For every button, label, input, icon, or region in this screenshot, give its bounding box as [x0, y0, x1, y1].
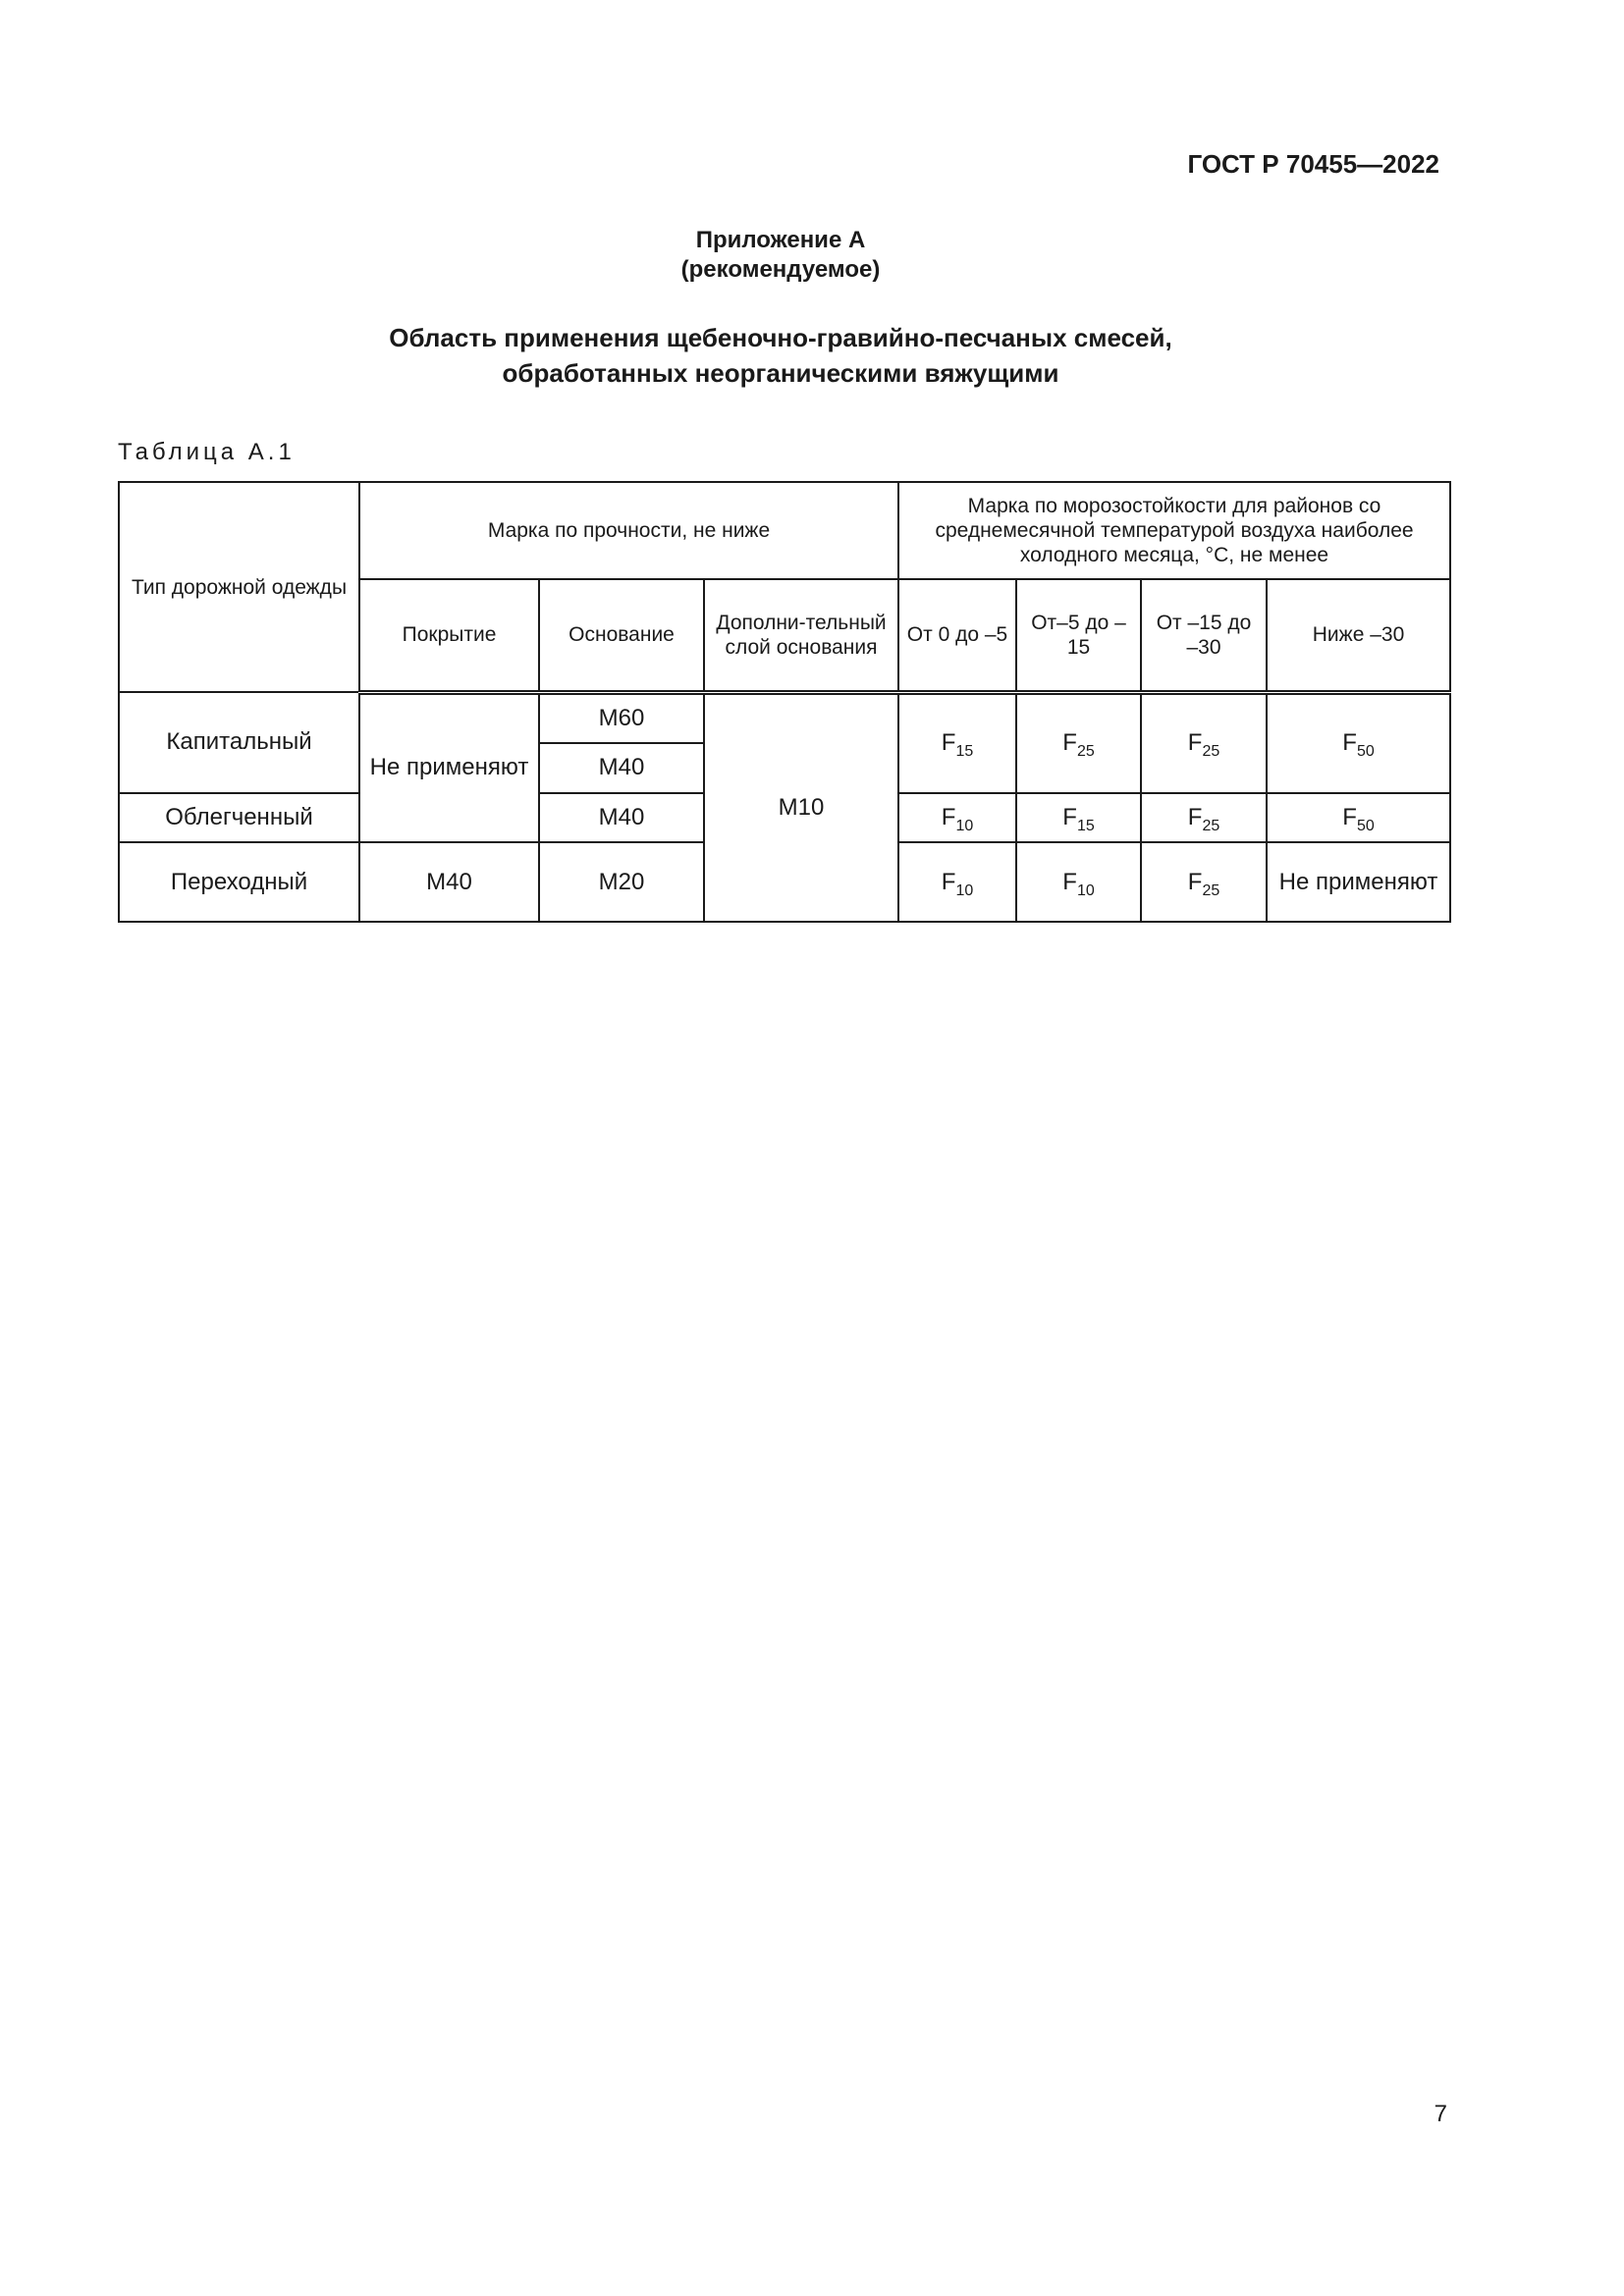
table-caption: Таблица А.1	[118, 439, 296, 465]
appendix-title	[0, 320, 1561, 391]
extra-layer-value: М10	[704, 692, 898, 922]
appendix-status: (рекомендуемое)	[680, 256, 881, 283]
row-capital-frost-4: $F_{50}$	[1267, 692, 1450, 792]
page-number: 7	[1434, 2101, 1447, 2127]
header-base: Основание	[539, 579, 704, 692]
row-transitional-frost-1: $F_{10}$	[898, 842, 1016, 922]
row-transitional-frost-4: Не применяют	[1267, 842, 1450, 922]
row-transitional-frost-3: $F_{25}$	[1141, 842, 1267, 922]
appendix-title-line1: Область применения щебеночно-гравийно-песчаных смесей,	[389, 323, 1172, 352]
row-transitional-coating: М40	[359, 842, 539, 922]
row-capital-frost-1: $F_{15}$	[898, 692, 1016, 792]
document-code: ГОСТ Р 70455—2022	[1187, 149, 1439, 179]
header-temp-5-15: От–5 до –15	[1016, 579, 1141, 692]
appendix-label: Приложение А	[695, 227, 866, 253]
row-transitional-frost-2: $F_{10}$	[1016, 842, 1141, 922]
header-frost-group: Марка по морозостойкости для районов со среднемесячной температурой воздуха наиболее холодного месяца, °С, не менее	[898, 482, 1450, 579]
appendix-heading	[0, 226, 1561, 285]
row-transitional-type: Переходный	[119, 842, 359, 922]
row-light-base: М40	[539, 793, 704, 843]
row-light-frost-2: $F_{15}$	[1016, 793, 1141, 843]
header-strength-group: Марка по прочности, не ниже	[359, 482, 898, 579]
data-table	[118, 481, 1451, 923]
row-light-frost-1: $F_{10}$	[898, 793, 1016, 843]
row-light-frost-4: $F_{50}$	[1267, 793, 1450, 843]
row-light-type: Облегченный	[119, 793, 359, 843]
row-capital-base-a: М60	[539, 692, 704, 743]
header-temp-15-30: От –15 до –30	[1141, 579, 1267, 692]
row-capital-coating: Не применяют	[359, 692, 539, 842]
row-capital-frost-2: $F_{25}$	[1016, 692, 1141, 792]
row-transitional-base: М20	[539, 842, 704, 922]
row-light-frost-3: $F_{25}$	[1141, 793, 1267, 843]
header-temp-0-5: От 0 до –5	[898, 579, 1016, 692]
header-temp-below-30: Ниже –30	[1267, 579, 1450, 692]
header-extra-layer: Дополни-тельный слой основания	[704, 579, 898, 692]
appendix-title-line2: обработанных неорганическими вяжущими	[502, 358, 1059, 388]
header-type: Тип дорожной одежды	[119, 482, 359, 692]
row-capital-base-b: М40	[539, 743, 704, 793]
row-capital-type: Капитальный	[119, 692, 359, 792]
header-coating: Покрытие	[359, 579, 539, 692]
row-capital-frost-3: $F_{25}$	[1141, 692, 1267, 792]
